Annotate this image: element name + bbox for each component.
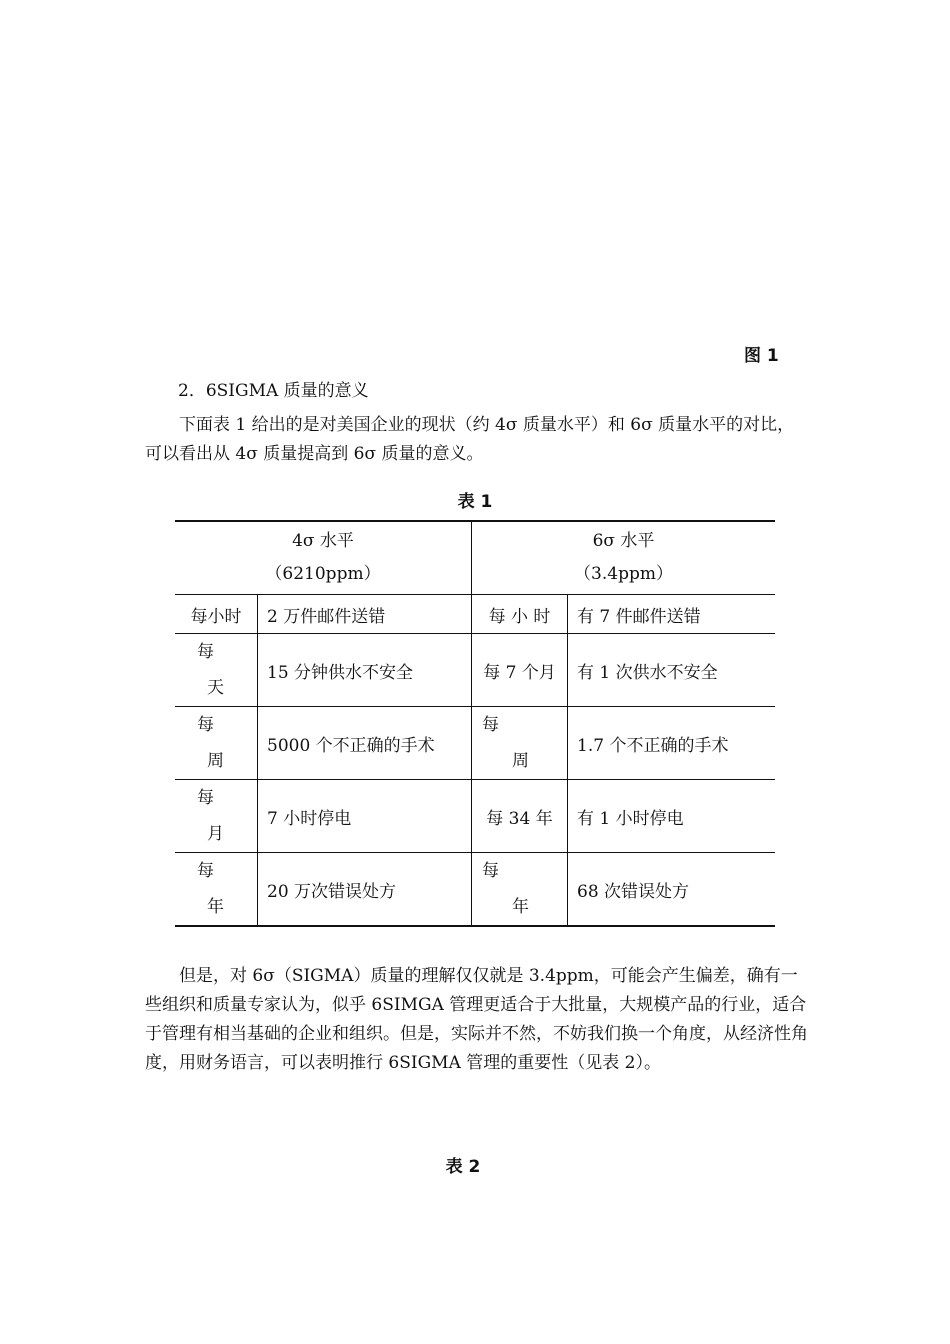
period-4sigma-line2: 年 — [207, 897, 224, 917]
intro-paragraph: 下面表 1 给出的是对美国企业的现状（约 4σ 质量水平）和 6σ 质量水平的对比，可以看出从 4σ 质量提高到 6σ 质量的意义。 — [145, 415, 795, 464]
period-6sigma — [472, 853, 568, 927]
period-6sigma — [472, 707, 568, 780]
header-6sigma — [472, 521, 776, 595]
comparison-table — [175, 520, 775, 927]
value-6sigma: 68 次错误处方 — [568, 853, 776, 927]
table2-caption: 表 2 — [445, 1157, 481, 1177]
value-4sigma: 7 小时停电 — [258, 780, 472, 853]
header-4sigma — [175, 521, 472, 595]
value-4sigma: 5000 个不正确的手术 — [258, 707, 472, 780]
header-6sigma-level: 6σ 水平 — [592, 531, 655, 551]
table-header-row — [175, 521, 775, 595]
period-4sigma — [175, 634, 258, 707]
table-row — [175, 780, 775, 853]
value-6sigma: 有 1 次供水不安全 — [568, 634, 776, 707]
table1-caption: 表 1 — [457, 492, 493, 512]
value-6sigma: 有 1 小时停电 — [568, 780, 776, 853]
period-4sigma-line2: 月 — [207, 824, 224, 844]
table-row — [175, 853, 775, 927]
value-6sigma: 1.7 个不正确的手术 — [568, 707, 776, 780]
period-6sigma: 每 7 个月 — [472, 634, 568, 707]
body-paragraph: 但是，对 6σ（SIGMA）质量的理解仅仅就是 3.4ppm，可能会产生偏差，确有一些组织和质量专家认为，似乎 6SIMGA 管理更适合于大批量，大规模产品的行业，适合于管理有相当基础的企业和组织。但是，实际并不然，不妨我们换一个角度，从经济性角度，用财务语言，可以表明推行 6SIGMA 管理的重要性（见表 2）。 — [145, 966, 808, 1073]
figure-caption: 图 1 — [744, 346, 779, 366]
period-6sigma-line1: 每 — [482, 715, 499, 735]
section-heading: 2．6SIGMA 质量的意义 — [178, 381, 369, 401]
table-row — [175, 707, 775, 780]
value-4sigma: 2 万件邮件送错 — [258, 595, 472, 634]
period-4sigma-line2: 周 — [207, 751, 224, 771]
value-4sigma: 20 万次错误处方 — [258, 853, 472, 927]
table-row — [175, 595, 775, 634]
period-4sigma-line2: 天 — [207, 678, 224, 698]
period-6sigma-line2: 年 — [512, 897, 529, 917]
table-row — [175, 634, 775, 707]
period-4sigma-line1: 每 — [197, 642, 214, 662]
period-4sigma — [175, 853, 258, 927]
period-4sigma — [175, 780, 258, 853]
period-4sigma-line1: 每 — [197, 715, 214, 735]
period-4sigma — [175, 707, 258, 780]
value-4sigma: 15 分钟供水不安全 — [258, 634, 472, 707]
period-6sigma: 每 小 时 — [472, 595, 568, 634]
period-6sigma-line2: 周 — [512, 751, 529, 771]
period-4sigma-line1: 每 — [197, 861, 214, 881]
value-6sigma: 有 7 件邮件送错 — [568, 595, 776, 634]
header-6sigma-ppm: （3.4ppm） — [574, 564, 673, 584]
period-4sigma: 每小时 — [175, 595, 258, 634]
period-6sigma-line1: 每 — [482, 861, 499, 881]
header-4sigma-ppm: （6210ppm） — [265, 564, 381, 584]
header-4sigma-level: 4σ 水平 — [292, 531, 354, 551]
period-4sigma-line1: 每 — [197, 788, 214, 808]
period-6sigma: 每 34 年 — [472, 780, 568, 853]
